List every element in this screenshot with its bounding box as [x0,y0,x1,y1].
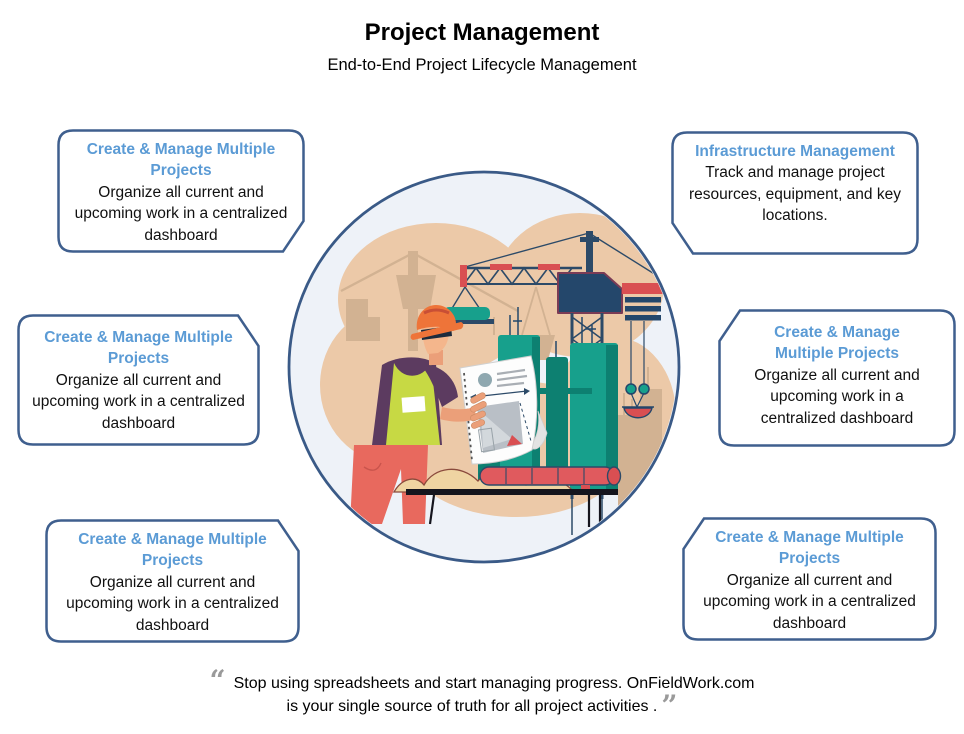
callout-body: Organize all current and upcoming work in a centralized dashboard [74,183,288,244]
callout-body: Organize all current and upcoming work in a centralized dashboard [754,366,920,427]
callout-top-left [57,129,305,253]
callout-bottom-left [45,519,300,643]
footer-quote: “ Stop using spreadsheets and start managing progress. OnFieldWork.com is your single source of truth for all project activities . ” [209,664,755,723]
callout-bottom-right [682,517,937,641]
callout-mid-right [718,309,956,447]
callout-heading: Create & Manage Multiple Projects [774,324,900,363]
page-subtitle: End-to-End Project Lifecycle Management [327,56,637,74]
callout-heading: Infrastructure Management [695,143,895,160]
callout-heading: Create & Manage Multiple Projects [78,531,267,570]
callout-body: Organize all current and upcoming work in a centralized dashboard [32,371,245,432]
quote-line2: is your single source of truth for all project activities . [286,698,658,716]
callout-mid-left [17,314,260,446]
quote-line1: Stop using spreadsheets and start managing progress. OnFieldWork.com [233,675,755,692]
callout-body: Track and manage project resources, equipment, and key locations. [689,164,901,225]
center-illustration [284,167,684,567]
callout-heading: Create & Manage Multiple Projects [86,141,276,180]
callout-body: Organize all current and upcoming work in a centralized dashboard [66,573,279,634]
callout-top-right [671,131,919,255]
callout-heading: Create & Manage Multiple Projects [44,329,233,368]
callout-body: Organize all current and upcoming work in a centralized dashboard [703,571,916,632]
callout-heading: Create & Manage Multiple Projects [715,529,904,568]
page-title: Project Management [364,19,600,46]
